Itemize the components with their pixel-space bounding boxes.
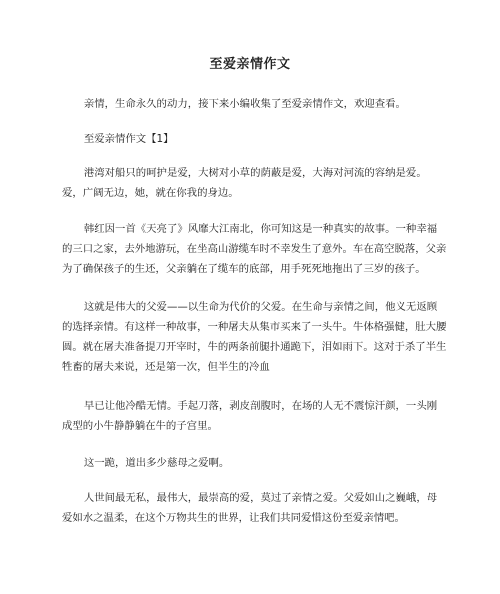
paragraph: 这就是伟大的父爱——以生命为代价的父爱。在生命与亲情之间，他义无返顾的选择亲情。有这样一种故事，一种屠夫从集市买来了一头牛。牛体格强健，肚大腰圆。就在屠夫准备提刀开宰时，牛的两条前腿扑通跪下，泪如雨下。这对于杀了半生牲畜的屠夫来说，还是第一次，但半生的冷血 (62, 301, 447, 373)
document-title: 至爱亲情作文 (209, 57, 291, 72)
paragraph: 这一跪，道出多少慈母之爱啊。 (83, 457, 230, 469)
section-heading: 至爱亲情作文【1】 (83, 133, 174, 145)
paragraph-closing: 人世间最无私，最伟大，最崇高的爱，莫过了亲情之爱。父爱如山之巍峨，母爱如水之温柔，在这个万物共生的世界，让我们共同爱惜这份至爱亲情吧。 (62, 492, 438, 524)
paragraph: 早已让他冷酷无情。手起刀落，剥皮剖腹时，在场的人无不震惊汗颜，一头刚成型的小牛静静躺在牛的子宫里。 (62, 400, 438, 432)
paragraph-intro: 亲情，生命永久的动力，接下来小编收集了至爱亲情作文，欢迎查看。 (83, 98, 406, 110)
paragraph: 韩红因一首《天亮了》风靡大江南北，你可知这是一种真实的故事。一种幸福的三口之家，去外地游玩，在坐高山游缆车时不幸发生了意外。车在高空脱落，父亲为了确保孩子的生还，父亲躺在了缆车的底部，用手死死地拖出了三岁的孩子。 (62, 223, 447, 275)
paragraph: 港湾对船只的呵护是爱，大树对小草的荫蔽是爱，大海对河流的容纳是爱。爱，广阔无边，她，就在你我的身边。 (62, 167, 427, 199)
